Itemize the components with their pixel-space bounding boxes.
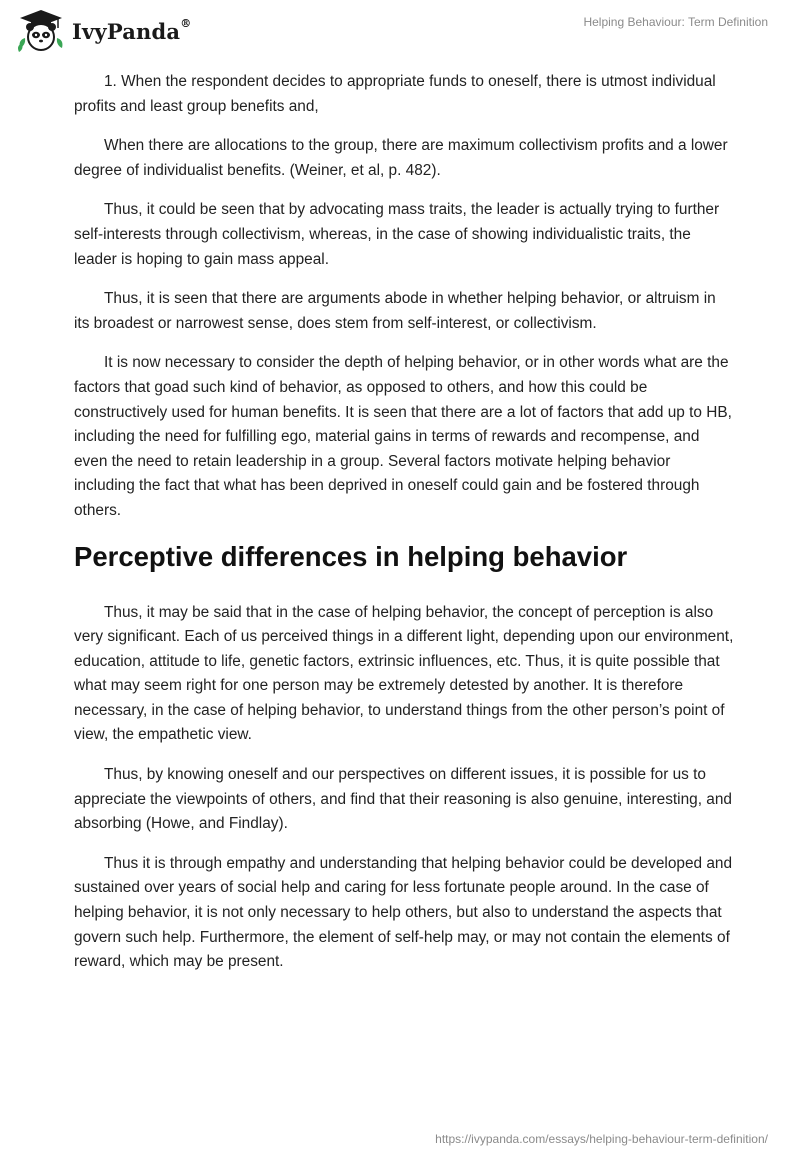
paragraph: Thus, it may be said that in the case of helping behavior, the concept of perception is also very significant. Each of us perceived things in a different light, depending upon our environment, education, attitude to life, genetic factors, extrinsic influences, etc. Thus, it is quite possible that what may seem right for one person may be extremely detested by another. It is therefore necessary, in the case of helping behavior, to understand things from the other person’s point of view, the empathetic view. [74,603,734,744]
paragraph: 1. When the respondent decides to appropriate funds to oneself, there is utmost individual profits and least group benefits and, [74,73,716,115]
ivypanda-logo[interactable] [16,8,191,54]
paragraph: Thus, it is seen that there are arguments abode in whether helping behavior, or altruism in its broadest or narrowest sense, does stem from self-interest, or collectivism. [74,290,716,332]
document-title: Helping Behaviour: Term Definition [583,15,768,29]
panda-graduate-icon [16,8,66,54]
registered-mark: ® [180,16,192,30]
paragraph: Thus it is through empathy and understanding that helping behavior could be developed and sustained over years of social help and caring for less fortunate people around. In the case of helping behavior, it is not only necessary to help others, but also to understand the aspects that govern such help. Furthermore, the element of self-help may, or may not contain the elements of reward, which may be present. [74,854,733,971]
section-heading: Perceptive differences in helping behavior [74,540,628,572]
logo-text: IvyPanda® [72,16,192,44]
paragraph: When there are allocations to the group, there are maximum collectivism profits and a lower degree of individualist benefits. (Weiner, et al, p. 482). [74,137,728,179]
essay-body [74,70,734,990]
paragraph: Thus, it could be seen that by advocating mass traits, the leader is actually trying to further self-interests through collectivism, whereas, in the case of showing individualistic traits, the leader is hoping to gain mass appeal. [74,201,720,268]
paragraph: Thus, by knowing oneself and our perspectives on different issues, it is possible for us to appreciate the viewpoints of others, and find that their reasoning is also genuine, interesting, and absorbing (Howe, and Findlay). [74,766,732,833]
page-header [0,0,800,60]
source-url[interactable]: https://ivypanda.com/essays/helping-behaviour-term-definition/ [435,1132,768,1146]
paragraph: It is now necessary to consider the depth of helping behavior, or in other words what are the factors that goad such kind of behavior, as opposed to others, and how this could be constructively used for human benefits. It is seen that there are a lot of factors that add up to HB, including the need for fulfilling ego, material gains in terms of rewards and recompense, and even the need to retain leadership in a group. Several factors motivate helping behavior including the fact that what has been deprived in oneself could gain and be fostered through others. [74,354,732,519]
